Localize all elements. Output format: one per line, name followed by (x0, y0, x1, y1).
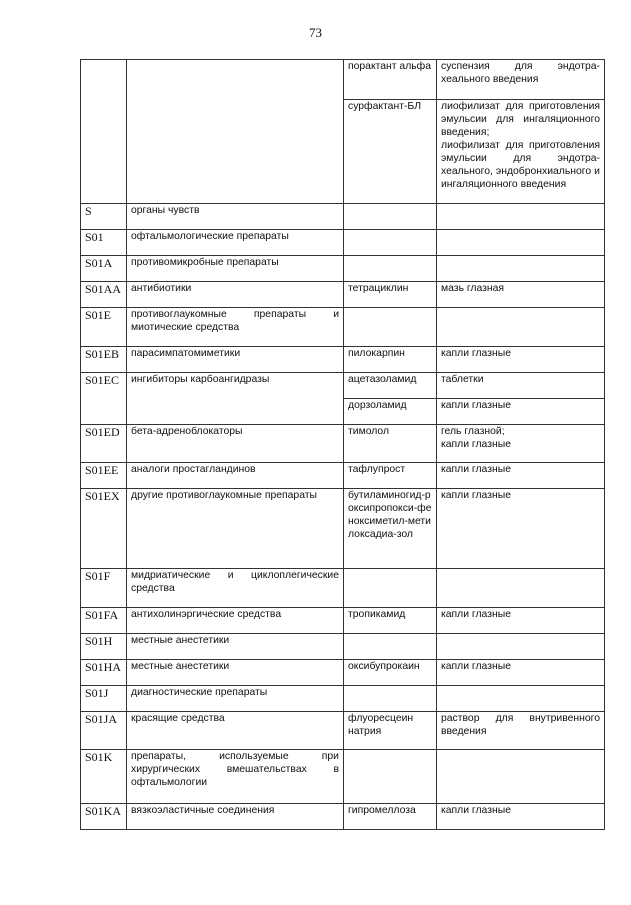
group-name-cell: бета-адреноблокаторы (127, 425, 344, 463)
inn-cell: флуоресцеин натрия (344, 712, 437, 750)
inn-cell: порактант альфа (344, 60, 437, 100)
table-row (81, 608, 605, 634)
atc-code-cell: S01ED (81, 425, 127, 463)
group-name-cell: антибиотики (127, 282, 344, 308)
table-row (81, 373, 605, 399)
atc-code-cell: S01KA (81, 804, 127, 830)
group-name-cell: диагностические препараты (127, 686, 344, 712)
dosage-form-cell (437, 686, 605, 712)
group-name-cell: аналоги простагландинов (127, 463, 344, 489)
dosage-form-cell: суспензия для эндотра-хеального введения (437, 60, 605, 100)
table-row (81, 660, 605, 686)
group-name-cell: противоглаукомные препараты и миотические средства (127, 308, 344, 347)
atc-code-cell: S01E (81, 308, 127, 347)
dosage-form-cell (437, 256, 605, 282)
dosage-form-cell (437, 750, 605, 804)
drug-classification-table (80, 59, 605, 830)
dosage-form-cell (437, 634, 605, 660)
dosage-form-cell (437, 569, 605, 608)
inn-cell: тетрациклин (344, 282, 437, 308)
group-name-cell: органы чувств (127, 204, 344, 230)
atc-code-cell: S01EX (81, 489, 127, 569)
group-name-cell: красящие средства (127, 712, 344, 750)
group-name-cell: офтальмологические препараты (127, 230, 344, 256)
table-row (81, 634, 605, 660)
dosage-form-cell: капли глазные (437, 463, 605, 489)
table-row (81, 489, 605, 569)
atc-code-cell: S01EB (81, 347, 127, 373)
page-number: 73 (309, 25, 322, 40)
group-name-cell: местные анестетики (127, 660, 344, 686)
atc-code-cell: S01EE (81, 463, 127, 489)
table-row (81, 569, 605, 608)
inn-cell (344, 204, 437, 230)
dosage-form-cell: капли глазные (437, 608, 605, 634)
group-name-cell: антихолинэргические средства (127, 608, 344, 634)
inn-cell (344, 750, 437, 804)
group-name-cell: парасимпатомиметики (127, 347, 344, 373)
inn-cell: дорзоламид (344, 399, 437, 425)
inn-cell (344, 686, 437, 712)
group-name-cell (127, 60, 344, 204)
dosage-form-cell: таблетки (437, 373, 605, 399)
inn-cell: пилокарпин (344, 347, 437, 373)
group-name-cell: противомикробные препараты (127, 256, 344, 282)
dosage-form-cell (437, 230, 605, 256)
table-row (81, 712, 605, 750)
group-name-cell: препараты, используемые при хирургических вмешательствах в офтальмологии (127, 750, 344, 804)
table-row (81, 804, 605, 830)
dosage-form-cell: капли глазные (437, 660, 605, 686)
inn-cell: гипромеллоза (344, 804, 437, 830)
atc-code-cell: S01FA (81, 608, 127, 634)
table-row (81, 230, 605, 256)
group-name-cell: другие противоглаукомные препараты (127, 489, 344, 569)
atc-code-cell: S01HA (81, 660, 127, 686)
inn-cell: тафлупрост (344, 463, 437, 489)
table-row (81, 425, 605, 463)
inn-cell (344, 256, 437, 282)
atc-code-cell: S01J (81, 686, 127, 712)
inn-cell (344, 230, 437, 256)
atc-code-cell: S (81, 204, 127, 230)
inn-cell: тропикамид (344, 608, 437, 634)
dosage-form-cell (437, 308, 605, 347)
inn-cell: тимолол (344, 425, 437, 463)
table-row (81, 750, 605, 804)
dosage-form-cell: мазь глазная (437, 282, 605, 308)
atc-code-cell: S01K (81, 750, 127, 804)
dosage-form-cell: капли глазные (437, 489, 605, 569)
inn-cell: ацетазоламид (344, 373, 437, 399)
dosage-form-cell: капли глазные (437, 399, 605, 425)
atc-code-cell: S01EC (81, 373, 127, 425)
atc-code-cell: S01F (81, 569, 127, 608)
dosage-form-cell: лиофилизат для приготовления эмульсии для ингаляционного введения; лиофилизат для приготовления эмульсии для эндотра-хеального, эндобронхиального и ингаляционного введения (437, 100, 605, 204)
group-name-cell: мидриатические и циклоплегические средства (127, 569, 344, 608)
inn-cell: оксибупрокаин (344, 660, 437, 686)
group-name-cell: ингибиторы карбоангидразы (127, 373, 344, 425)
inn-cell (344, 569, 437, 608)
inn-cell: сурфактант-БЛ (344, 100, 437, 204)
group-name-cell: местные анестетики (127, 634, 344, 660)
table-row (81, 60, 605, 100)
table-row (81, 686, 605, 712)
inn-cell (344, 308, 437, 347)
inn-cell (344, 634, 437, 660)
atc-code-cell: S01H (81, 634, 127, 660)
atc-code-cell (81, 60, 127, 204)
atc-code-cell: S01AA (81, 282, 127, 308)
dosage-form-cell: гель глазной; капли глазные (437, 425, 605, 463)
table-row (81, 347, 605, 373)
table-row (81, 204, 605, 230)
table-row (81, 463, 605, 489)
dosage-form-cell: капли глазные (437, 804, 605, 830)
atc-code-cell: S01JA (81, 712, 127, 750)
dosage-form-cell: раствор для внутривенного введения (437, 712, 605, 750)
dosage-form-cell: капли глазные (437, 347, 605, 373)
table-row (81, 282, 605, 308)
atc-code-cell: S01A (81, 256, 127, 282)
dosage-form-cell (437, 204, 605, 230)
atc-code-cell: S01 (81, 230, 127, 256)
inn-cell: бутиламиногид-роксипропокси-феноксиметил-метилоксадиа-зол (344, 489, 437, 569)
table-row (81, 308, 605, 347)
table-row (81, 256, 605, 282)
group-name-cell: вязкоэластичные соединения (127, 804, 344, 830)
